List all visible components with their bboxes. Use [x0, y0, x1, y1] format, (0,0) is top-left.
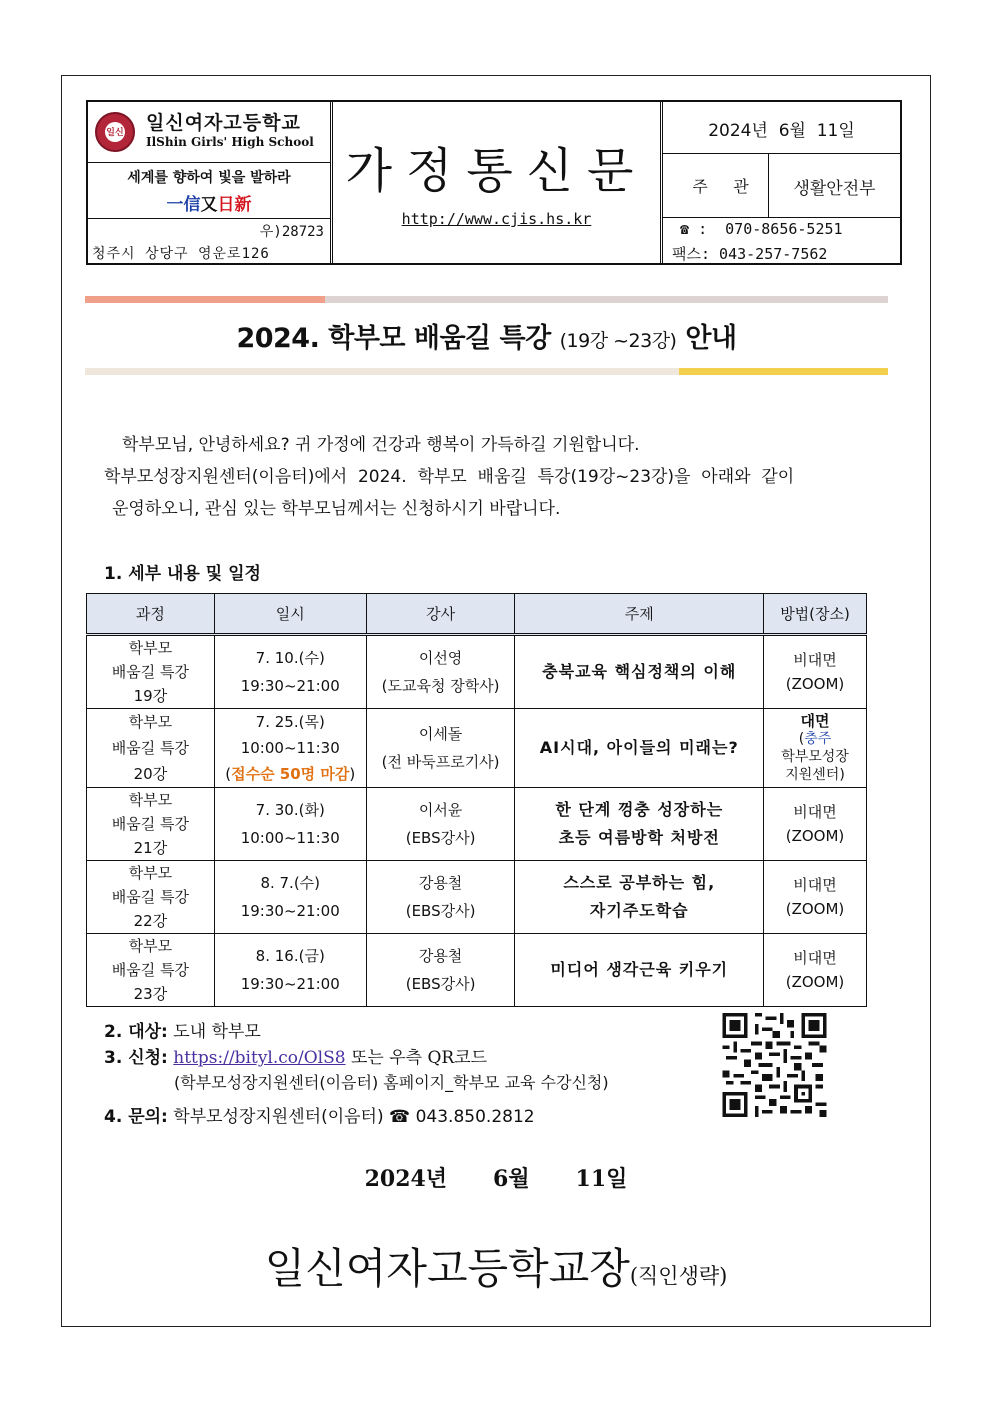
topic-line: 한 단계 껑충 성장하는: [555, 800, 724, 819]
principal-title: 일신여자고등학교장: [264, 1244, 630, 1293]
method-cell: [764, 635, 867, 709]
topic-cell: [515, 709, 764, 788]
place-text: (ZOOM): [785, 900, 845, 918]
time-text: 10:00~11:30: [240, 739, 340, 757]
method-cell: [764, 934, 867, 1007]
course-line: 20강: [133, 765, 168, 783]
newsletter-title: 가정통신문: [345, 143, 648, 199]
qr-code-icon[interactable]: [721, 1013, 828, 1117]
topic-line: 초등 여름방학 처방전: [558, 828, 720, 847]
motto-char-4: 日: [217, 195, 235, 215]
phone-icon: ☎: [680, 220, 690, 238]
course-line: 22강: [133, 912, 168, 930]
intro-line-1: 학부모님, 안녕하세요? 귀 가정에 건강과 행복이 가득하길 기원합니다.: [122, 435, 640, 455]
topic-line: 자기주도학습: [589, 901, 689, 920]
method-cell: [764, 788, 867, 861]
title-bar-bottom-accent: [679, 368, 888, 375]
newsletter-header: [86, 100, 902, 265]
course-line: 배움길 특강: [111, 815, 189, 833]
col-header-course: 과정: [87, 594, 215, 635]
lecturer-role: (도교육청 장학사): [381, 677, 500, 695]
place-text: (ZOOM): [785, 675, 845, 693]
date-text: 8. 7.(수): [260, 874, 321, 892]
seal-omitted-note: (직인생략): [629, 1264, 728, 1288]
course-line: 배움길 특강: [111, 888, 189, 906]
course-cell: [87, 709, 215, 788]
method-text: 대면: [800, 712, 830, 730]
intro-line-3: 운영하오니, 관심 있는 학부모님께서는 신청하시기 바랍니다.: [112, 499, 561, 519]
lecturer-name: 강용철: [418, 874, 463, 892]
school-name-en: IlShin Girls' High School: [146, 135, 314, 149]
lecturer-cell: [366, 788, 515, 861]
apply-link[interactable]: https://bityl.co/OlS8: [173, 1048, 346, 1068]
school-website-link[interactable]: http://www.cjis.hs.kr: [401, 210, 592, 228]
seal-text: 일신: [106, 128, 124, 138]
col-header-datetime: 일시: [214, 594, 366, 635]
school-motto: 세계를 향하여 빛을 발하라: [127, 170, 291, 186]
motto-char-1: 一: [166, 195, 184, 215]
host-label: 주 관: [692, 177, 749, 196]
course-cell: [87, 788, 215, 861]
apply-note: (학부모성장지원센터(이음터) 홈페이지_학부모 교육 수강신청): [174, 1073, 609, 1092]
lecturer-cell: [366, 709, 515, 788]
school-address: 청주시 상당구 영운로126: [92, 246, 270, 262]
motto-chars: [88, 190, 330, 215]
motto-char-3: 又: [200, 195, 218, 215]
course-line: 21강: [133, 839, 168, 857]
datetime-cell: [214, 934, 366, 1007]
target-value: 도내 학부모: [173, 1022, 261, 1042]
table-row: [87, 635, 867, 709]
method-text: 비대면: [793, 876, 837, 894]
phone-icon: ☎: [389, 1107, 411, 1127]
document-title: [85, 316, 888, 355]
fax-line: [672, 243, 827, 264]
method-text: 비대면: [793, 651, 837, 669]
footer-date: 2024년 6월 11일: [364, 1166, 628, 1192]
school-name-ko: 일신여자고등학교: [146, 112, 301, 134]
topic-cell: [515, 861, 764, 934]
inquiry-value: 학부모성장지원센터(이음터): [173, 1107, 384, 1127]
title-bar-bottom: [85, 368, 679, 375]
lecturer-cell: [366, 934, 515, 1007]
topic-line: 미디어 생각근육 키우기: [550, 960, 729, 979]
motto-char-2: 信: [183, 195, 201, 215]
col-header-topic: 주제: [515, 594, 764, 635]
title-bar-top-accent: [85, 296, 325, 303]
course-line: 배움길 특강: [111, 961, 189, 979]
host-department: 생활안전부: [793, 179, 876, 199]
target-label: 2. 대상:: [104, 1022, 168, 1042]
postal-code: 우)28723: [259, 224, 324, 240]
place-line: 학부모성장: [781, 749, 849, 765]
method-text: 비대면: [793, 949, 837, 967]
date-text: 7. 25.(목): [255, 713, 325, 731]
capacity-note: (접수순 50명 마감): [225, 765, 356, 783]
title-range: (19강 ~23강): [559, 330, 677, 352]
inquiry-phone: 043.850.2812: [415, 1107, 535, 1127]
apply-line: [104, 1043, 487, 1068]
lecturer-name: 이선영: [418, 649, 463, 667]
lecturer-name: 이세돌: [418, 725, 463, 743]
title-main: 2024. 학부모 배움길 특강: [236, 323, 551, 354]
table-row: [87, 788, 867, 861]
lecturer-role: (EBS강사): [405, 829, 476, 847]
capacity-note-text: 접수순 50명 마감: [231, 765, 350, 783]
place-city-text: 충주: [804, 731, 832, 747]
time-text: 19:30~21:00: [240, 975, 340, 993]
place-city: (충주: [798, 731, 832, 747]
course-line: 학부모: [128, 639, 173, 657]
datetime-cell: [214, 635, 366, 709]
section-heading-schedule: 1. 세부 내용 및 일정: [104, 564, 261, 584]
lecturer-role: (전 바둑프로기사): [381, 753, 500, 771]
time-text: 19:30~21:00: [240, 677, 340, 695]
lecturer-cell: [366, 635, 515, 709]
course-line: 학부모: [128, 864, 173, 882]
datetime-cell: [214, 788, 366, 861]
datetime-cell: [214, 709, 366, 788]
course-line: 학부모: [128, 937, 173, 955]
topic-cell: [515, 788, 764, 861]
lecturer-name: 이서윤: [418, 801, 463, 819]
topic-line: 충북교육 핵심정책의 이해: [542, 662, 737, 681]
time-text: 10:00~11:30: [240, 829, 340, 847]
col-header-method: 방법(장소): [764, 594, 867, 635]
course-cell: [87, 635, 215, 709]
topic-cell: [515, 635, 764, 709]
topic-cell: [515, 934, 764, 1007]
course-line: 19강: [133, 687, 168, 705]
table-row: [87, 861, 867, 934]
course-cell: [87, 861, 215, 934]
topic-line: AI시대, 아이들의 미래는?: [539, 738, 739, 757]
title-bar-top: [325, 296, 888, 303]
date-text: 8. 16.(금): [255, 947, 325, 965]
method-cell: [764, 709, 867, 788]
course-line: 배움길 특강: [111, 739, 189, 757]
apply-label: 3. 신청:: [104, 1048, 168, 1068]
col-header-lecturer: 강사: [366, 594, 515, 635]
table-row: [87, 709, 867, 788]
lecturer-role: (EBS강사): [405, 902, 476, 920]
datetime-cell: [214, 861, 366, 934]
course-line: 배움길 특강: [111, 663, 189, 681]
date-text: 7. 10.(수): [255, 649, 325, 667]
title-end: 안내: [685, 323, 737, 354]
motto-char-5: 新: [234, 195, 252, 215]
apply-rest: 또는 우측 QR코드: [351, 1048, 488, 1068]
fax-number: 043-257-7562: [719, 245, 828, 263]
lecturer-role: (EBS강사): [405, 975, 476, 993]
lecturer-name: 강용철: [418, 947, 463, 965]
method-cell: [764, 861, 867, 934]
table-header-row: [87, 594, 867, 635]
time-text: 19:30~21:00: [240, 902, 340, 920]
school-seal-icon: [95, 112, 135, 152]
course-line: 학부모: [128, 791, 173, 809]
place-text: (ZOOM): [785, 973, 845, 991]
topic-line: 스스로 공부하는 힘,: [563, 873, 716, 892]
phone-line: [680, 220, 843, 238]
course-line: 23강: [133, 985, 168, 1003]
course-line: 학부모: [128, 713, 173, 731]
table-row: [87, 934, 867, 1007]
intro-line-2: 학부모성장지원센터(이음터)에서 2024. 학부모 배움길 특강(19강~23강)을 아래와 같이: [104, 467, 795, 487]
inquiry-label: 4. 문의:: [104, 1107, 168, 1127]
date-text: 7. 30.(화): [255, 801, 325, 819]
place-text: (ZOOM): [785, 827, 845, 845]
place-line: 지원센터): [785, 767, 845, 783]
inquiry-line: [104, 1102, 535, 1127]
lecturer-cell: [366, 861, 515, 934]
footer-signature: [0, 1236, 992, 1296]
fax-label: 팩스:: [672, 245, 711, 263]
schedule-table: [86, 593, 867, 1007]
target-line: [104, 1017, 261, 1042]
method-text: 비대면: [793, 803, 837, 821]
course-cell: [87, 934, 215, 1007]
issue-date: 2024년 6월 11일: [708, 121, 855, 141]
phone-number: : 070-8656-5251: [698, 220, 843, 238]
